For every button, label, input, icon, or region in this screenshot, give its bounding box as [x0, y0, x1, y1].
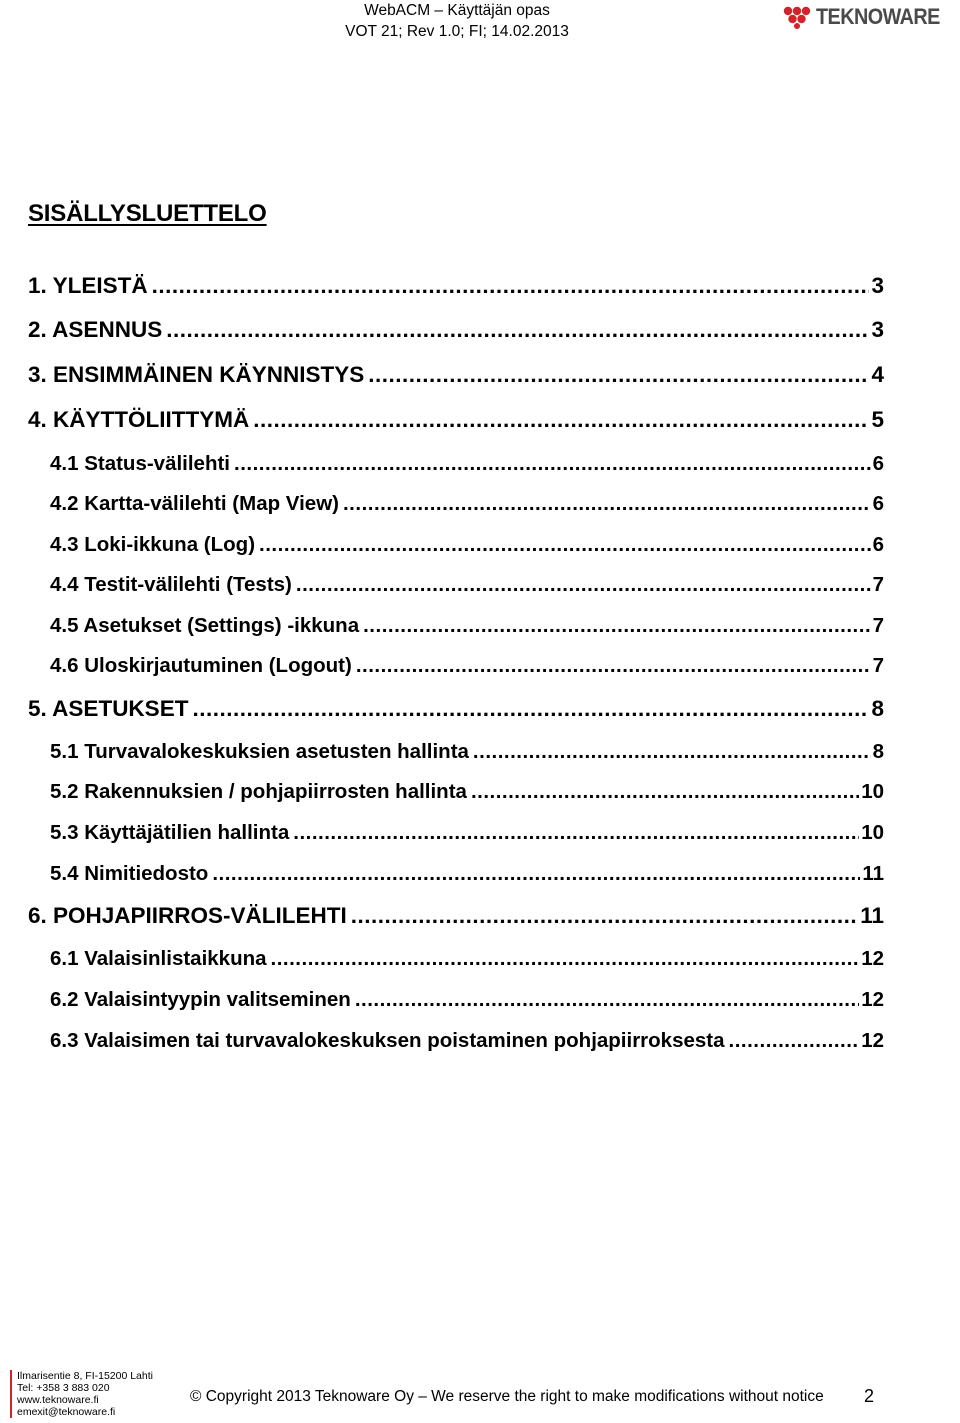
- toc-entry-page: 12: [861, 1029, 884, 1052]
- toc-entry-page: 12: [861, 947, 884, 970]
- toc-entry-page: 11: [862, 862, 884, 885]
- toc-entry-page: 6: [872, 452, 884, 475]
- toc-entry-label: 4. KÄYTTÖLIITTYMÄ: [28, 407, 250, 432]
- toc-entry-page: 3: [871, 317, 884, 342]
- toc-leader-dots: [293, 821, 859, 845]
- toc-entry-page: 8: [871, 696, 884, 721]
- toc-entry-label: 3. ENSIMMÄINEN KÄYNNISTYS: [28, 362, 365, 387]
- toc-entry[interactable]: [28, 362, 884, 392]
- toc-entry[interactable]: [50, 573, 884, 601]
- toc-entry-page: 4: [871, 362, 884, 387]
- toc-leader-dots: [471, 780, 859, 804]
- toc-entry-label: 4.3 Loki-ikkuna (Log): [50, 533, 256, 556]
- toc-entry[interactable]: [50, 947, 884, 975]
- document-header: [300, 0, 614, 42]
- toc-entry[interactable]: [50, 862, 884, 890]
- address-phone: Tel: +358 3 883 020: [17, 1382, 110, 1394]
- address-street: Ilmarisentie 8, FI-15200 Lahti: [17, 1370, 153, 1382]
- toc-leader-dots: [152, 273, 870, 299]
- toc-leader-dots: [363, 614, 870, 638]
- toc-leader-dots: [234, 452, 871, 476]
- toc-entry[interactable]: [28, 407, 884, 437]
- toc-entry-page: 11: [860, 903, 884, 928]
- toc-entry-page: 3: [871, 273, 884, 298]
- toc-entry-label: 5.3 Käyttäjätilien hallinta: [50, 821, 290, 844]
- toc-entry-page: 8: [872, 740, 884, 763]
- toc-entry-label: 1. YLEISTÄ: [28, 273, 148, 298]
- toc-title: SISÄLLYSLUETTELO: [28, 200, 267, 227]
- document-title: WebACM – Käyttäjän opas: [364, 2, 550, 19]
- toc-entry-page: 6: [872, 492, 884, 515]
- toc-leader-dots: [253, 407, 869, 433]
- toc-entry[interactable]: [28, 317, 884, 347]
- toc-entry[interactable]: [50, 533, 884, 561]
- logo-wordmark: TEKNOWARE: [816, 4, 940, 29]
- toc-entry[interactable]: [50, 614, 884, 642]
- document-version: VOT 21; Rev 1.0; FI; 14.02.2013: [345, 23, 569, 40]
- toc-leader-dots: [166, 317, 869, 343]
- toc-entry-label: 5.2 Rakennuksien / pohjapiirrosten hallinta: [50, 780, 467, 803]
- toc-entry-label: 4.2 Kartta-välilehti (Map View): [50, 492, 339, 515]
- toc-entry-label: 5. ASETUKSET: [28, 696, 189, 721]
- toc-entry-label: 4.1 Status-välilehti: [50, 452, 231, 475]
- toc-entry[interactable]: [50, 988, 884, 1016]
- toc-entry-page: 7: [872, 654, 884, 677]
- toc-entry[interactable]: [28, 696, 884, 726]
- copyright-notice: © Copyright 2013 Teknoware Oy – We reserve the right to make modifications without notice: [190, 1388, 824, 1405]
- toc-entry-page: 10: [861, 780, 884, 803]
- toc-entry-page: 10: [861, 821, 884, 844]
- toc-entry-label: 6.1 Valaisinlistaikkuna: [50, 947, 267, 970]
- toc-leader-dots: [355, 988, 859, 1012]
- toc-leader-dots: [192, 696, 869, 722]
- toc-entry[interactable]: [50, 780, 884, 808]
- toc-leader-dots: [343, 492, 871, 516]
- toc-entry-label: 5.4 Nimitiedosto: [50, 862, 209, 885]
- toc-entry-label: 4.5 Asetukset (Settings) -ikkuna: [50, 614, 360, 637]
- toc-entry-label: 6.3 Valaisimen tai turvavalokeskuksen poistaminen pohjapiirroksesta: [50, 1029, 725, 1052]
- toc-entry-label: 4.4 Testit-välilehti (Tests): [50, 573, 292, 596]
- toc-entry[interactable]: [50, 821, 884, 849]
- toc-entry-label: 6. POHJAPIIRROS-VÄLILEHTI: [28, 903, 347, 928]
- toc-entry[interactable]: [28, 903, 884, 933]
- teknoware-logo-mark-icon: [782, 5, 814, 29]
- toc-leader-dots: [296, 573, 871, 597]
- address-website: www.teknoware.fi: [17, 1394, 99, 1406]
- toc-entry[interactable]: [50, 654, 884, 682]
- toc-entry-label: 4.6 Uloskirjautuminen (Logout): [50, 654, 352, 677]
- toc-entry-page: 12: [861, 988, 884, 1011]
- toc-entry-page: 5: [871, 407, 884, 432]
- toc-leader-dots: [356, 654, 871, 678]
- toc-entry[interactable]: [50, 492, 884, 520]
- toc-leader-dots: [729, 1029, 860, 1053]
- toc-leader-dots: [259, 533, 871, 557]
- toc-leader-dots: [212, 862, 860, 886]
- toc-entry-label: 2. ASENNUS: [28, 317, 163, 342]
- toc-leader-dots: [368, 362, 869, 388]
- toc-leader-dots: [351, 903, 858, 929]
- toc-entry[interactable]: [50, 1029, 884, 1057]
- teknoware-logo: [782, 4, 958, 30]
- page-number: 2: [864, 1386, 875, 1406]
- toc-entry[interactable]: [28, 273, 884, 303]
- toc-entry[interactable]: [50, 740, 884, 768]
- toc-leader-dots: [271, 947, 860, 971]
- toc-entry[interactable]: [50, 452, 884, 480]
- toc-entry-page: 7: [872, 573, 884, 596]
- toc-leader-dots: [473, 740, 871, 764]
- toc-entry-label: 5.1 Turvavalokeskuksien asetusten hallinta: [50, 740, 469, 763]
- toc-entry-page: 7: [872, 614, 884, 637]
- toc-entry-label: 6.2 Valaisintyypin valitseminen: [50, 988, 351, 1011]
- address-email: emexit@teknoware.fi: [17, 1406, 116, 1418]
- company-address: [10, 1370, 153, 1418]
- toc-entry-page: 6: [872, 533, 884, 556]
